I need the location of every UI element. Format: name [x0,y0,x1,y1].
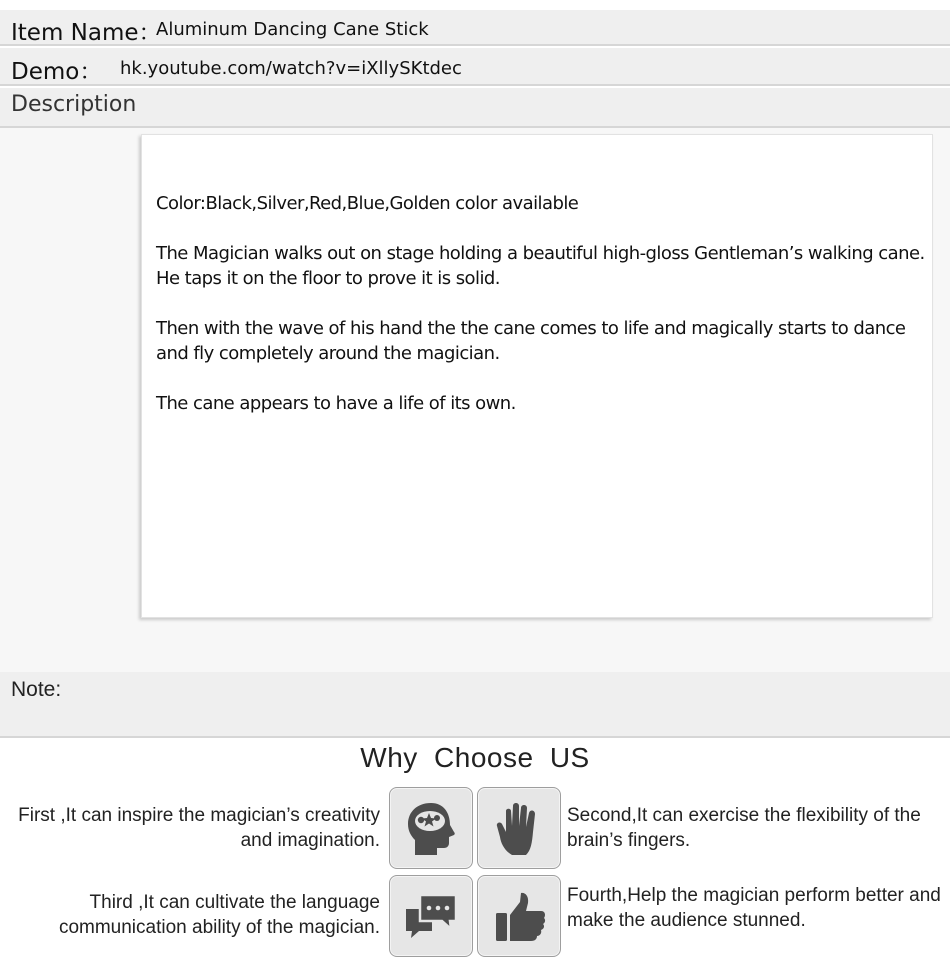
description-label: Description [11,92,137,117]
demo-link[interactable]: hk.youtube.com/watch?v=iXllySKtdec [120,58,462,79]
demo-row [0,48,950,86]
reason-second: Second,It can exercise the flexibility of the brain’s fingers. [567,805,921,851]
thumbs-up-icon [490,887,550,947]
note-label: Note: [11,678,62,701]
item-name-label: Item Name： [11,20,162,46]
description-paragraph-life: The cane appears to have a life of its own. [156,393,516,414]
description-text [156,191,941,441]
description-panel [141,134,933,618]
why-choose-us-title: Why Choose US [360,742,590,773]
description-paragraph-dance: Then with the wave of his hand the the cane comes to life and magically starts to dance and fly completely around the magician. [156,318,906,364]
chat-bubbles-icon [402,887,462,947]
item-name-value: Aluminum Dancing Cane Stick [156,19,429,40]
hand-icon [490,799,550,859]
thumbs-up-tile [477,875,561,957]
description-paragraph-walk: The Magician walks out on stage holding a beautiful high-gloss Gentleman’s walking cane. He taps it on the floor to prove it is solid. [156,243,925,289]
chat-bubbles-tile [389,875,473,957]
reason-first: First ,It can inspire the magician’s creativity and imagination. [18,805,380,851]
head-brain-icon [402,799,462,859]
note-row [0,672,950,738]
head-brain-tile [389,787,473,869]
description-area [0,128,950,672]
item-name-row [0,10,950,46]
demo-label: Demo： [11,59,103,85]
hand-tile [477,787,561,869]
reason-fourth: Fourth,Help the magician perform better and make the audience stunned. [567,885,941,931]
description-paragraph-color: Color:Black,Silver,Red,Blue,Golden color available [156,193,579,214]
description-header [0,88,950,128]
reason-third: Third ,It can cultivate the language communication ability of the magician. [58,892,380,938]
